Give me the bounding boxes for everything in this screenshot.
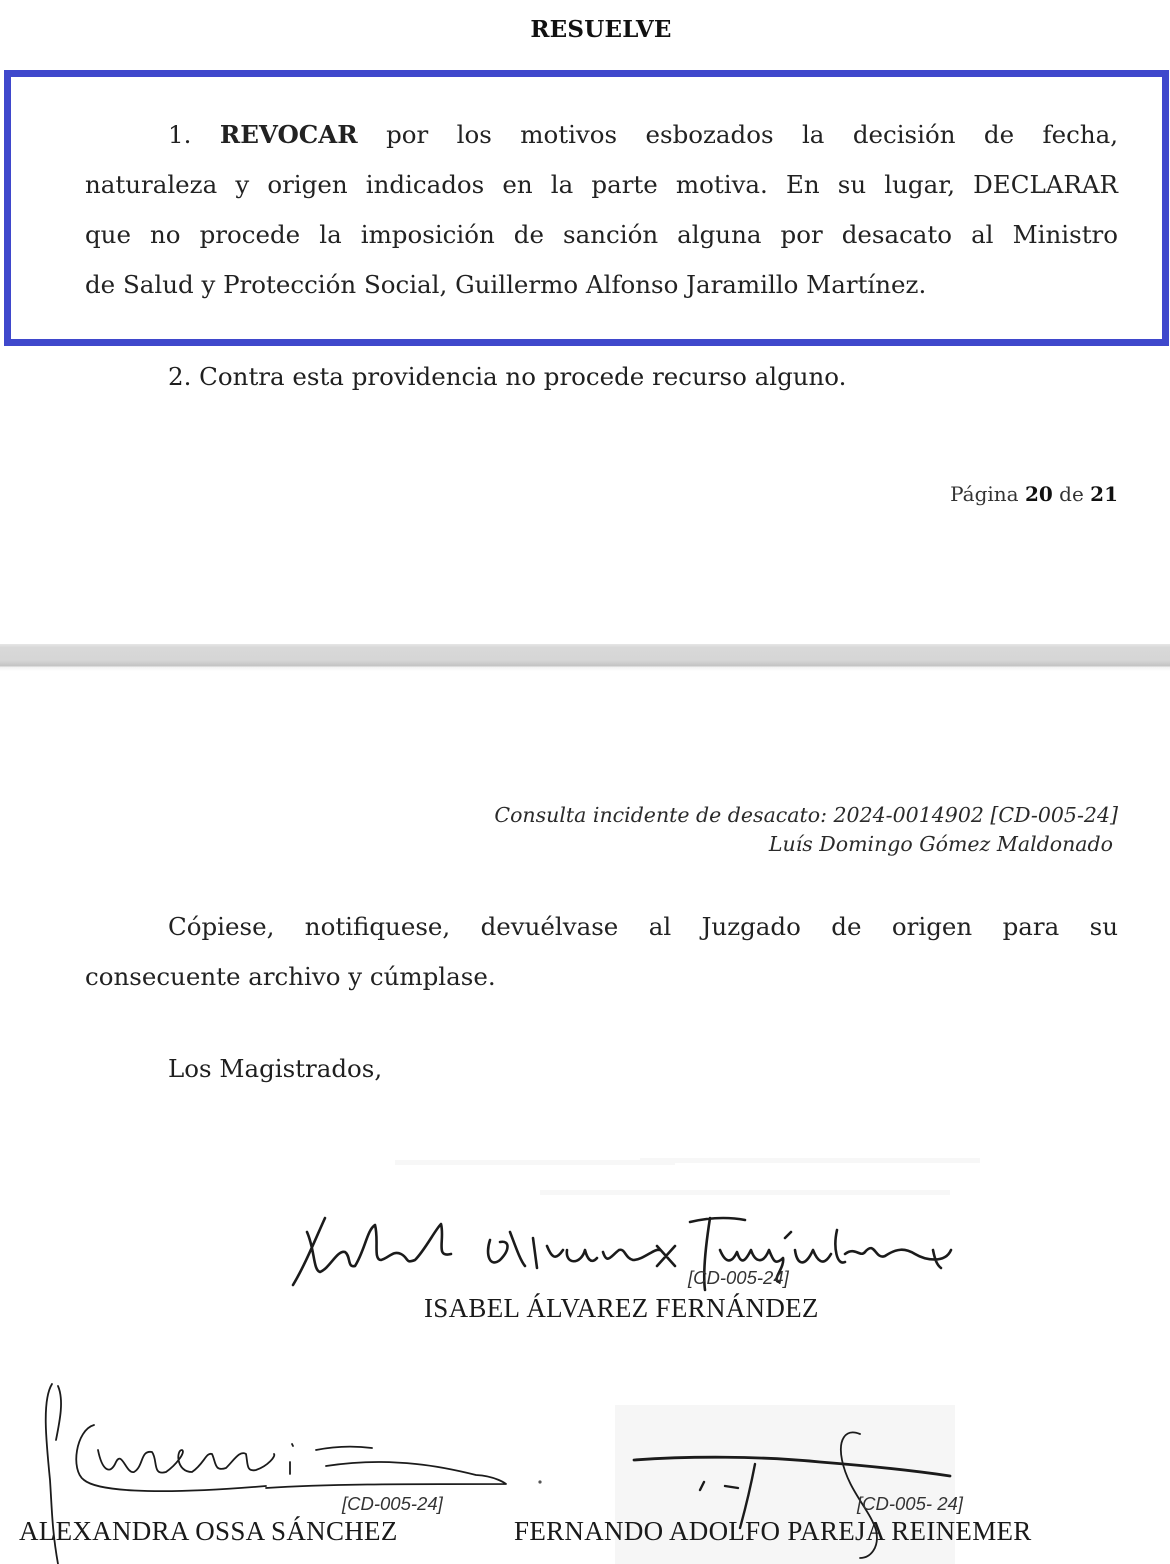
item-keyword: REVOCAR — [219, 120, 358, 149]
item-1-line-1 — [85, 110, 1118, 160]
signatory-name: ISABEL ÁLVAREZ FERNÁNDEZ — [424, 1293, 819, 1323]
salutation: Los Magistrados, — [168, 1054, 383, 1083]
item-1-text: por los motivos esbozados la decisión de fecha, — [386, 120, 1118, 149]
page-label: Página — [950, 482, 1019, 506]
signature-dot — [537, 1479, 543, 1485]
page-number — [950, 482, 1118, 506]
bleed-through-mark — [395, 1160, 675, 1165]
page-separator-shadow — [0, 667, 1170, 671]
page-total: 21 — [1090, 482, 1118, 506]
item-number: 1. — [168, 120, 192, 149]
page-separator — [0, 644, 1170, 667]
page-connector: de — [1059, 482, 1084, 506]
item-1-line-3: que no procede la imposición de sanción alguna por desacato al Ministro — [85, 220, 1118, 249]
closing-paragraph — [85, 902, 1118, 1002]
signature-tag: [CD-005-24] — [688, 1267, 789, 1288]
item-1-line-4: de Salud y Protección Social, Guillermo Alfonso Jaramillo Martínez. — [85, 270, 927, 299]
bleed-through-mark — [540, 1190, 950, 1195]
case-reference: Consulta incidente de desacato: 2024-0014902 [CD-005-24] — [494, 803, 1118, 827]
signatory-name: ALEXANDRA OSSA SÁNCHEZ — [19, 1516, 398, 1546]
section-heading: RESUELVE — [530, 16, 672, 43]
bleed-through-mark — [640, 1158, 980, 1163]
signature-tag: [CD-005-24] — [342, 1493, 443, 1514]
signature-isabel-alvarez — [285, 1210, 965, 1300]
page-current: 20 — [1024, 482, 1053, 506]
resolution-item-1 — [85, 110, 1118, 310]
signature-tag: [CD-005- 24] — [857, 1493, 963, 1514]
item-1-line-2: naturaleza y origen indicados en la parte motiva. En su lugar, DECLARAR — [85, 170, 1118, 199]
signatory-name: FERNANDO ADOLFO PAREJA REINEMER — [514, 1516, 1032, 1546]
party-name: Luís Domingo Gómez Maldonado — [768, 832, 1113, 856]
resolution-item-2: 2. Contra esta providencia no procede recurso alguno. — [168, 362, 847, 391]
closing-line-2: consecuente archivo y cúmplase. — [85, 962, 496, 991]
closing-line-1: Cópiese, notifiquese, devuélvase al Juzgado de origen para su — [168, 912, 1118, 941]
